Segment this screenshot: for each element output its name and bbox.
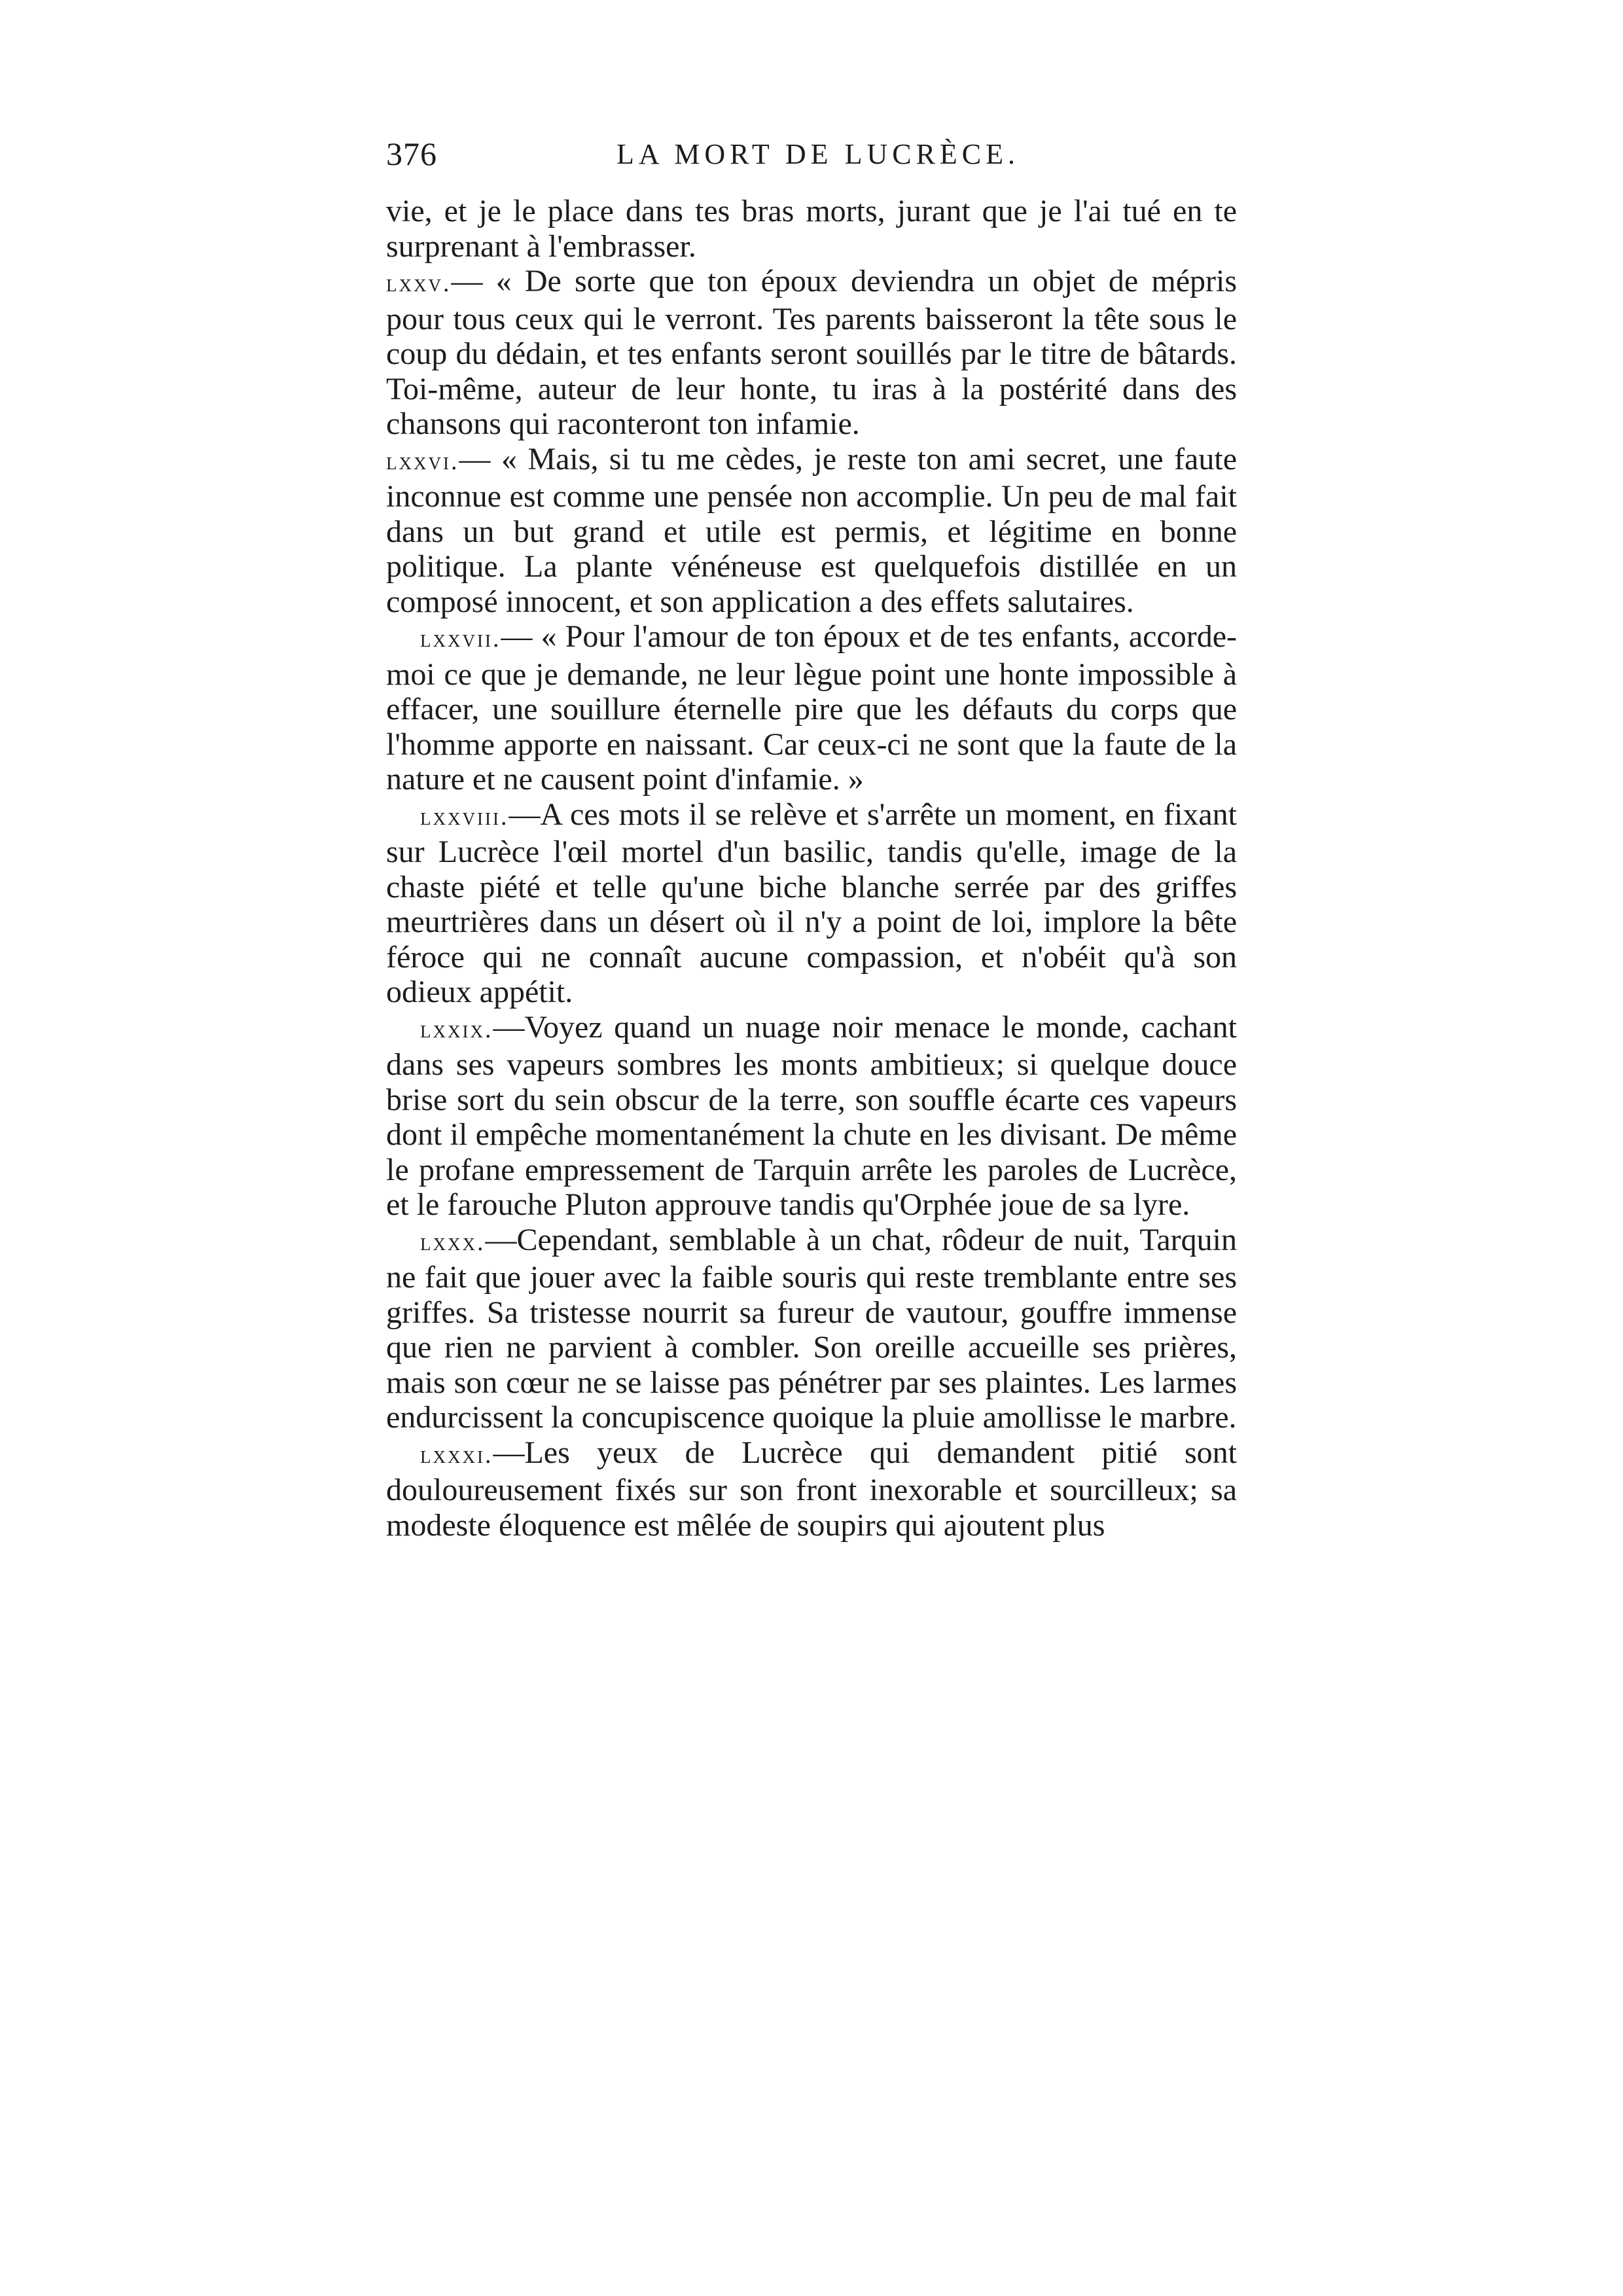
stanza-lxxvi (386, 442, 1237, 620)
stanza-number: lxxx. (420, 1228, 486, 1256)
stanza-number: lxxviii. (420, 802, 509, 831)
page-header (386, 135, 1237, 187)
paragraph-text: vie, et je le place dans tes bras morts, jurant que je l'ai tué en te surprenant à l'embrasser. (386, 194, 1237, 264)
stanza-lxxvii (386, 619, 1237, 797)
running-title: LA MORT DE LUCRÈCE. (616, 138, 1020, 170)
paragraph-text: — « De sorte que ton époux deviendra un objet de mépris pour tous ceux qui le verront. Tes parents baisseront la tête sous le coup du dédain, et tes enfants seront souillés par le titre de bâtards. Toi-même, auteur de leur honte, tu iras à la postérité dans des chansons qui raconteront ton infamie. (386, 264, 1237, 441)
stanza-lxxxi (386, 1435, 1237, 1543)
page-number: 376 (386, 135, 437, 172)
paragraph-text: — « Pour l'amour de ton époux et de tes enfants, accorde-moi ce que je demande, ne leur lègue point une honte impossible à effacer, une souillure éternelle pire que les défauts du corps que l'homme apporte en naissant. Car ceux-ci ne sont que la faute de la nature et ne causent point d'infamie. » (386, 619, 1237, 797)
paragraph-text: —Les yeux de Lucrèce qui demandent pitié sont douloureusement fixés sur son front inexorable et sourcilleux; sa modeste éloquence est mêlée de soupirs qui ajoutent plus (386, 1435, 1237, 1543)
paragraph-text: —A ces mots il se relève et s'arrête un moment, en fixant sur Lucrèce l'œil mortel d'un basilic, tandis qu'elle, image de la chaste piété et telle qu'une biche blanche serrée par des griffes meurtrières dans un désert où il n'y a point de loi, implore la bête féroce qui ne connaît aucune compassion, et n'obéit qu'à son odieux appétit. (386, 797, 1237, 1009)
body-text (386, 194, 1237, 1543)
stanza-number: lxxvii. (420, 625, 501, 653)
stanza-lxxviii (386, 797, 1237, 1010)
paragraph-text: —Voyez quand un nuage noir menace le monde, cachant dans ses vapeurs sombres les monts ambitieux; si quelque douce brise sort du sein obscur de la terre, son souffle écarte ces vapeurs dont il empêche momentanément la chute en les divisant. De même le profane empressement de Tarquin arrête les paroles de Lucrèce, et le farouche Pluton approuve tandis qu'Orphée joue de sa lyre. (386, 1009, 1237, 1222)
stanza-number: lxxxi. (420, 1441, 493, 1469)
stanza-lxxx (386, 1223, 1237, 1435)
paragraph-text: —Cependant, semblable à un chat, rôdeur de nuit, Tarquin ne fait que jouer avec la faible souris qui reste tremblante entre ses griffes. Sa tristesse nourrit sa fureur de vautour, gouffre immense que rien ne parvient à combler. Son oreille accueille ses prières, mais son cœur ne se laisse pas pénétrer par ses plaintes. Les larmes endurcissent la concupiscence quoique la pluie amollisse le marbre. (386, 1222, 1237, 1435)
stanza-lxxix (386, 1010, 1237, 1223)
stanza-lxxv (386, 264, 1237, 442)
stanza-number: lxxv. (386, 270, 452, 297)
stanza-number: lxxix. (420, 1015, 493, 1043)
paragraph-text: — « Mais, si tu me cèdes, je reste ton ami secret, une faute inconnue est comme une pensée non accomplie. Un peu de mal fait dans un but grand et utile est permis, et légitime en bonne politique. La plante vénéneuse est quelquefois distillée en un composé innocent, et son application a des effets salutaires. (386, 441, 1237, 619)
paragraph-continuation (386, 194, 1237, 264)
stanza-number: lxxvi. (386, 447, 459, 475)
